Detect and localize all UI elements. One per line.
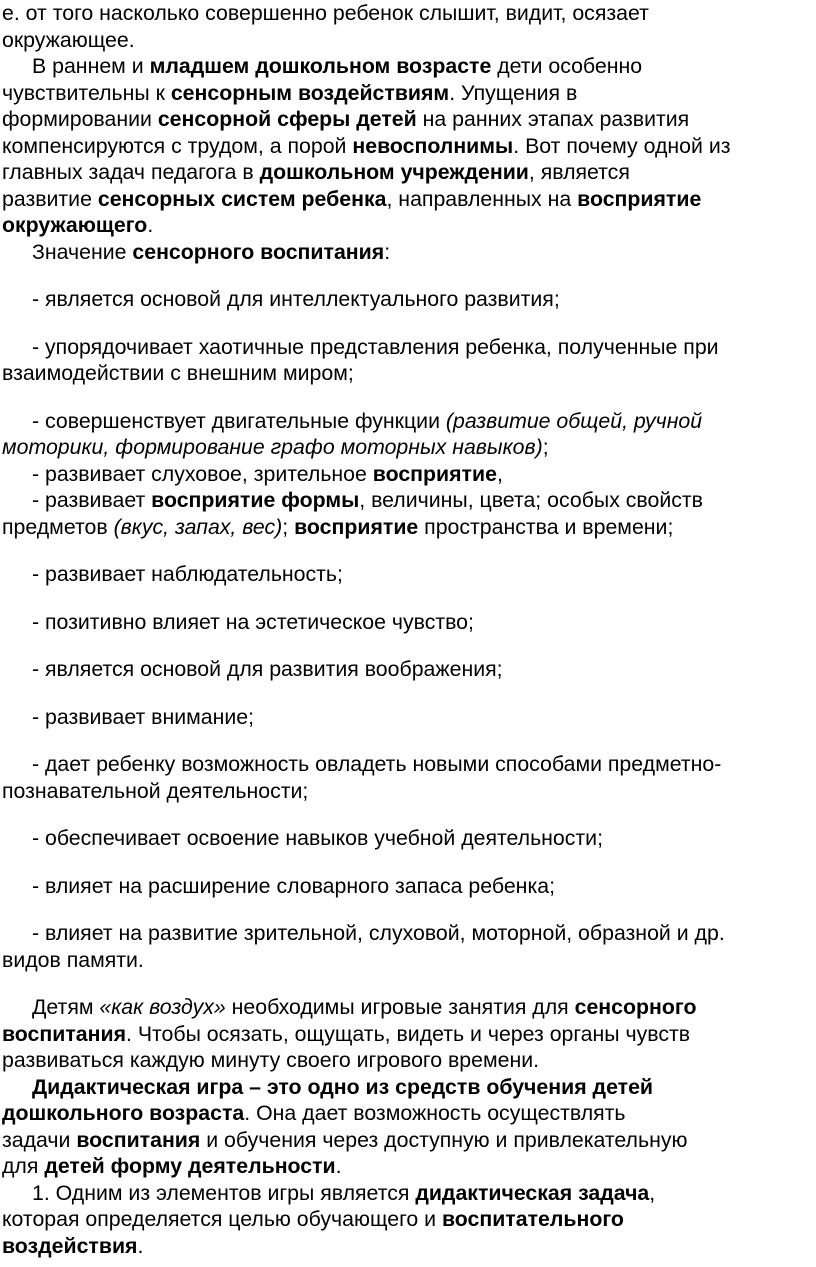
text-run: , направленных на	[386, 186, 578, 211]
bold-text: воспитания	[76, 1127, 201, 1152]
text-run: .	[335, 1154, 342, 1178]
bold-text: воздействия	[2, 1233, 138, 1258]
paragraph-gap	[2, 852, 808, 873]
paragraph-gap	[2, 588, 808, 609]
text-run: развитие	[2, 186, 98, 211]
text-line	[2, 825, 808, 852]
text-run: - влияет на расширение словарного запаса ребенка;	[32, 873, 555, 898]
bold-text: окружающего	[2, 213, 148, 237]
text-line	[2, 1100, 808, 1127]
bold-text: сенсорного воспитания	[132, 239, 385, 264]
text-run: - влияет на развитие зрительной, слуховой, моторной, образной и др.	[32, 921, 725, 945]
bold-text: детей форму деятельности	[44, 1154, 336, 1178]
text-run: . Вот почему одной из	[513, 133, 731, 158]
bold-text: сенсорным воздействиям	[170, 80, 450, 105]
text-line	[2, 186, 808, 213]
text-run: :	[384, 239, 391, 264]
text-run: и обучения через доступную и привлекательную	[200, 1127, 688, 1152]
text-line	[2, 1127, 808, 1154]
text-line	[2, 53, 808, 80]
bold-text: воспитательного	[441, 1207, 624, 1231]
text-line	[2, 1153, 808, 1180]
text-run: ,	[496, 461, 503, 486]
text-line	[2, 133, 808, 160]
italic-text: «как воздух»	[99, 995, 226, 1019]
italic-text: моторики, формирование графо моторных навыков)	[2, 435, 543, 459]
document-page	[2, 0, 808, 1259]
text-line	[2, 360, 808, 387]
text-line	[2, 778, 808, 805]
paragraph-gap	[2, 265, 808, 286]
text-run: для	[2, 1154, 45, 1178]
paragraph-gap	[2, 973, 808, 994]
text-run: пространства и времени;	[418, 514, 674, 539]
text-line	[2, 751, 808, 778]
text-line	[2, 656, 808, 683]
text-line	[2, 947, 808, 974]
text-line	[2, 704, 808, 731]
text-line	[2, 1206, 808, 1233]
text-line	[2, 873, 808, 900]
paragraph-gap	[2, 540, 808, 561]
text-run: которая определяется целью обучающего и	[2, 1207, 442, 1231]
text-line	[2, 1074, 808, 1101]
text-run: - позитивно влияет на эстетическое чувство;	[32, 609, 474, 634]
text-line	[2, 27, 808, 54]
text-run: ,	[649, 1180, 656, 1205]
paragraph-gap	[2, 730, 808, 751]
text-run: чувствительны к	[2, 80, 171, 105]
text-line	[2, 80, 808, 107]
bold-text: сенсорного	[574, 995, 697, 1019]
text-run: .	[147, 213, 154, 237]
text-run: - дает ребенку возможность овладеть новыми способами предметно-	[32, 752, 722, 776]
text-line	[2, 561, 808, 588]
text-run: 1. Одним из элементов игры является	[32, 1180, 416, 1205]
bold-text: восприятие	[294, 514, 419, 539]
paragraph-gap	[2, 313, 808, 334]
text-line	[2, 1021, 808, 1048]
text-run: . Упущения в	[449, 80, 578, 105]
text-run: . Чтобы осязать, ощущать, видеть и через органы чувств	[126, 1021, 691, 1046]
text-run: - развивает слуховое, зрительное	[32, 461, 373, 486]
text-run: Детям	[32, 995, 100, 1019]
text-line	[2, 514, 808, 541]
bold-text: восприятие	[372, 461, 497, 486]
text-run: - совершенствует двигательные функции	[32, 408, 446, 433]
text-run: на ранних этапах развития	[416, 107, 690, 131]
text-run: взаимодействии с внешним миром;	[2, 361, 354, 385]
text-line	[2, 434, 808, 461]
text-line	[2, 461, 808, 488]
text-run: ;	[542, 435, 549, 459]
text-run: формировании	[2, 107, 158, 131]
text-line	[2, 408, 808, 435]
text-line	[2, 286, 808, 313]
italic-text: (вкус, запах, вес)	[113, 514, 283, 539]
text-line	[2, 994, 808, 1021]
text-run: видов памяти.	[2, 947, 144, 972]
paragraph-gap	[2, 804, 808, 825]
paragraph-gap	[2, 899, 808, 920]
text-run: предметов	[2, 514, 114, 539]
text-line	[2, 106, 808, 133]
text-line	[2, 0, 808, 27]
text-run: дети особенно	[491, 54, 643, 78]
text-run: окружающее.	[2, 27, 135, 52]
text-line	[2, 1180, 808, 1207]
text-run: В раннем и	[32, 54, 150, 78]
paragraph-gap	[2, 635, 808, 656]
text-run: - развивает внимание;	[32, 704, 255, 729]
text-line	[2, 334, 808, 361]
bold-text: восприятие формы	[151, 488, 360, 512]
text-run: познавательной деятельности;	[2, 778, 309, 803]
bold-text: дошкольном учреждении	[259, 160, 529, 184]
text-line	[2, 239, 808, 266]
bold-text: дидактическая задача	[415, 1180, 650, 1205]
bold-text: Дидактическая игра – это одно из средств обучения детей	[32, 1074, 654, 1099]
text-run: главных задач педагога в	[2, 160, 260, 184]
text-line	[2, 212, 808, 239]
text-run: - развивает наблюдательность;	[32, 562, 343, 586]
paragraph-gap	[2, 683, 808, 704]
text-run: - обеспечивает освоение навыков учебной деятельности;	[32, 826, 603, 850]
text-run: ;	[282, 514, 295, 539]
text-line	[2, 159, 808, 186]
text-run: необходимы игровые занятия для	[225, 995, 575, 1019]
bold-text: дошкольного возраста	[2, 1101, 245, 1125]
text-line	[2, 920, 808, 947]
text-run: - является основой для развития воображения;	[32, 657, 503, 681]
text-run: - является основой для интеллектуального развития;	[32, 287, 560, 311]
text-line	[2, 609, 808, 636]
paragraph-gap	[2, 387, 808, 408]
text-run: е. от того насколько совершенно ребенок слышит, видит, осязает	[2, 1, 649, 25]
text-run: компенсируются с трудом, а порой	[2, 133, 353, 158]
text-run: . Она дает возможность осуществлять	[244, 1101, 626, 1125]
bold-text: невосполнимы	[352, 133, 514, 158]
text-run: Значение	[32, 239, 133, 264]
bold-text: младшем дошкольном возрасте	[149, 54, 492, 78]
text-line	[2, 487, 808, 514]
text-run: - развивает	[32, 488, 152, 512]
text-run: , величины, цвета; особых свойств	[359, 488, 703, 512]
text-run: развиваться каждую минуту своего игрового времени.	[2, 1048, 540, 1072]
text-line	[2, 1233, 808, 1260]
bold-text: восприятие	[577, 186, 702, 211]
text-line	[2, 1047, 808, 1074]
bold-text: сенсорной сферы детей	[157, 107, 417, 131]
text-run: , является	[528, 160, 630, 184]
bold-text: сенсорных систем ребенка	[97, 186, 387, 211]
italic-text: (развитие общей, ручной	[445, 408, 703, 433]
bold-text: воспитания	[2, 1021, 126, 1046]
text-run: задачи	[2, 1127, 77, 1152]
text-run: .	[137, 1233, 144, 1258]
text-run: - упорядочивает хаотичные представления ребенка, полученные при	[32, 334, 719, 359]
